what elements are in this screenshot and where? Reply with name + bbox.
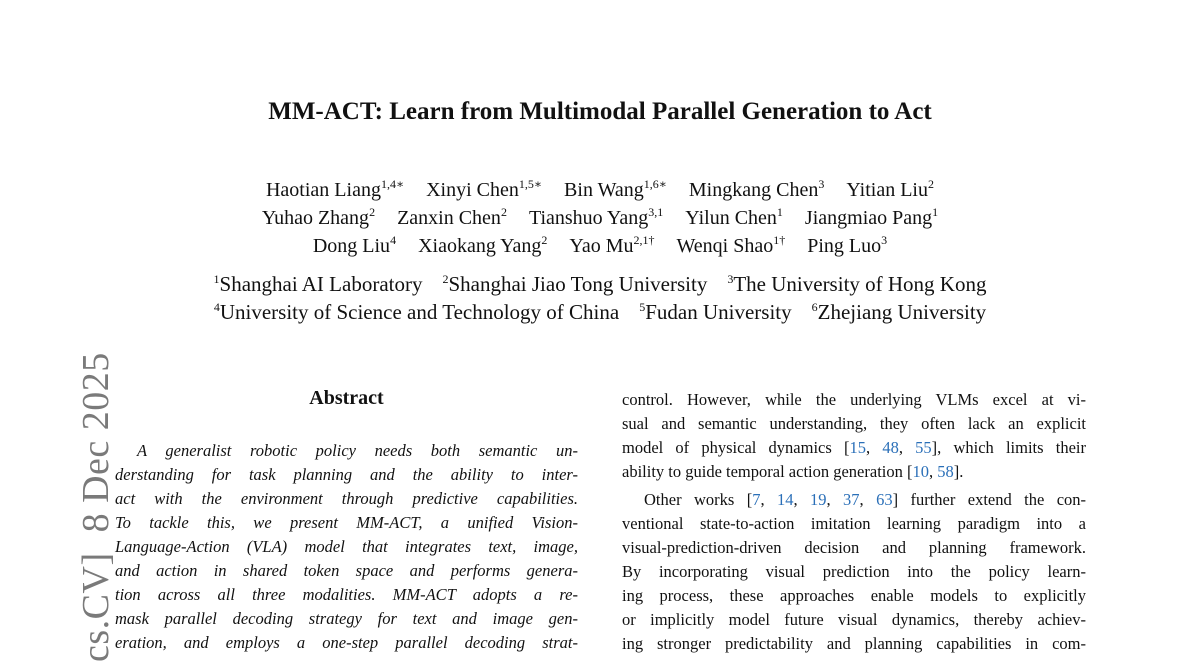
- body-text: ,: [865, 438, 883, 457]
- abstract-line: tion across all three modalities. MM-ACT adopts a re-: [115, 585, 578, 604]
- author-list: [0, 176, 1200, 260]
- body-text: ,: [929, 462, 938, 481]
- author: [846, 179, 934, 201]
- author-affil-mark: 1†: [773, 233, 786, 247]
- citation-link[interactable]: 7: [752, 490, 761, 509]
- body-text: ,: [826, 490, 844, 509]
- body-line: [622, 584, 1086, 608]
- author-affil-mark: 1,4∗: [380, 177, 405, 191]
- affiliation-mark: 3: [727, 272, 734, 286]
- author: [564, 179, 667, 201]
- paper-title: MM-ACT: Learn from Multimodal Parallel Generation to Act: [268, 98, 932, 125]
- author: [397, 207, 507, 229]
- citation-link[interactable]: 37: [843, 490, 860, 509]
- author: [262, 207, 375, 229]
- abstract-line: eration, and employs a one-step parallel decoding strat-: [115, 633, 578, 652]
- author: [807, 235, 887, 257]
- arxiv-stamp-text: cs.CV] 8 Dec 2025: [75, 352, 117, 662]
- author-affil-mark: 1,6∗: [643, 177, 667, 191]
- body-text: ], which limits their: [931, 438, 1086, 457]
- abstract-body: [115, 439, 578, 655]
- author-name: Wenqi Shao: [676, 235, 774, 257]
- affiliation: [639, 300, 791, 324]
- author-affil-mark: 1: [776, 205, 783, 219]
- body-text: ventional state-to-action imitation learning paradigm into a: [622, 514, 1086, 533]
- body-text: ] further extend the con-: [892, 490, 1087, 509]
- author: [529, 207, 663, 229]
- body-line: [622, 436, 1086, 460]
- author: [266, 179, 404, 201]
- author: [569, 235, 654, 257]
- affiliation-line: [0, 270, 1200, 298]
- author: [677, 235, 786, 257]
- author-name: Yilun Chen: [685, 207, 777, 229]
- author-name: Yitian Liu: [846, 179, 928, 201]
- affiliation-mark: 5: [639, 300, 646, 314]
- body-text: model of physical dynamics [: [622, 438, 850, 457]
- body-line: [622, 488, 1086, 512]
- body-line: [622, 412, 1086, 436]
- author-name: Ping Luo: [807, 235, 882, 257]
- affiliation-mark: 4: [213, 300, 220, 314]
- abstract-line: and action in shared token space and performs genera-: [115, 561, 578, 580]
- author-name: Haotian Liang: [265, 179, 381, 201]
- affiliation-line: [0, 298, 1200, 326]
- author-line: [0, 204, 1200, 232]
- citation-link[interactable]: 58: [937, 462, 954, 481]
- author-line: [0, 232, 1200, 260]
- affiliation-name: Shanghai AI Laboratory: [219, 272, 423, 296]
- affiliation: [214, 300, 619, 324]
- body-text: ,: [859, 490, 877, 509]
- body-line: [622, 388, 1086, 412]
- body-text: Other works [: [644, 490, 753, 509]
- affiliation-mark: 1: [213, 272, 220, 286]
- citation-link[interactable]: 14: [776, 490, 794, 509]
- author-affil-mark: 3,1: [648, 205, 664, 219]
- body-text: ,: [760, 490, 777, 509]
- body-text: ability to guide temporal action generation [: [622, 462, 913, 481]
- author-name: Mingkang Chen: [688, 179, 819, 201]
- body-text: ,: [793, 490, 811, 509]
- body-text: By incorporating visual prediction into the policy learn-: [622, 562, 1086, 581]
- citation-link[interactable]: 48: [882, 438, 899, 457]
- body-text: ing process, these approaches enable models to explicitly: [622, 586, 1086, 605]
- affiliation: [214, 272, 423, 296]
- body-line: [622, 560, 1086, 584]
- author-name: Bin Wang: [564, 179, 644, 201]
- author: [805, 207, 938, 229]
- body-line: [622, 536, 1086, 560]
- author-name: Dong Liu: [312, 235, 391, 257]
- abstract-line: A generalist robotic policy needs both semantic un-: [137, 441, 578, 460]
- author: [418, 235, 547, 257]
- author-affil-mark: 2: [369, 205, 376, 219]
- affiliation-name: University of Science and Technology of China: [219, 300, 620, 324]
- body-line: [622, 460, 1086, 484]
- author-affil-mark: 2: [541, 233, 548, 247]
- body-line: [622, 632, 1086, 656]
- author: [313, 235, 396, 257]
- citation-link[interactable]: 19: [810, 490, 827, 509]
- author-name: Yao Mu: [569, 235, 634, 257]
- abstract-line: mask parallel decoding strategy for text and image gen-: [115, 609, 578, 628]
- citation-link[interactable]: 10: [912, 462, 929, 481]
- author-name: Xiaokang Yang: [418, 235, 542, 257]
- author: [426, 179, 542, 201]
- arxiv-side-stamp: [26, 340, 117, 662]
- author: [685, 207, 783, 229]
- affiliation-list: [0, 270, 1200, 326]
- abstract-line: derstanding for task planning and the ability to inter-: [115, 465, 578, 484]
- affiliation: [727, 272, 986, 296]
- intro-right-column: [622, 388, 1086, 656]
- abstract-line: To tackle this, we present MM-ACT, a unified Vision-: [115, 513, 578, 532]
- citation-link[interactable]: 55: [915, 438, 932, 457]
- author-affil-mark: 1: [932, 205, 939, 219]
- affiliation: [812, 300, 987, 324]
- abstract-line: act with the environment through predictive capabilities.: [115, 489, 578, 508]
- abstract-line: Language-Action (VLA) model that integrates text, image,: [115, 537, 578, 556]
- author-name: Tianshuo Yang: [528, 207, 649, 229]
- author: [689, 179, 824, 201]
- affiliation-name: Shanghai Jiao Tong University: [448, 272, 708, 296]
- author-affil-mark: 3: [818, 177, 825, 191]
- body-text: ,: [898, 438, 916, 457]
- body-text: control. However, while the underlying VLMs excel at vi-: [622, 390, 1086, 409]
- abstract-heading: Abstract: [309, 387, 384, 409]
- body-line: [622, 512, 1086, 536]
- affiliation-name: Zhejiang University: [817, 300, 987, 324]
- body-text: ing stronger predictability and planning capabilities in com-: [622, 634, 1086, 653]
- author-name: Jiangmiao Pang: [804, 207, 933, 229]
- author-line: [0, 176, 1200, 204]
- affiliation: [442, 272, 707, 296]
- body-line: [622, 608, 1086, 632]
- body-text: visual-prediction-driven decision and planning framework.: [622, 538, 1086, 557]
- affiliation-mark: 2: [442, 272, 449, 286]
- body-text: ].: [953, 462, 964, 481]
- citation-link[interactable]: 63: [876, 490, 893, 509]
- citation-link[interactable]: 15: [849, 438, 866, 457]
- author-affil-mark: 2: [928, 177, 934, 191]
- author-affil-mark: 2,1†: [633, 233, 655, 247]
- author-affil-mark: 1,5∗: [518, 177, 543, 191]
- body-text: or implicitly model future visual dynamics, thereby achiev-: [622, 610, 1086, 629]
- body-text: sual and semantic understanding, they often lack an explicit: [622, 414, 1086, 433]
- author-name: Xinyi Chen: [426, 179, 519, 201]
- affiliation-mark: 6: [811, 300, 818, 314]
- author-affil-mark: 3: [881, 233, 888, 247]
- author-affil-mark: 2: [500, 205, 507, 219]
- author-name: Yuhao Zhang: [261, 207, 370, 229]
- affiliation-name: The University of Hong Kong: [733, 272, 987, 296]
- affiliation-name: Fudan University: [645, 300, 792, 324]
- author-name: Zanxin Chen: [397, 207, 501, 229]
- author-affil-mark: 4: [390, 233, 397, 247]
